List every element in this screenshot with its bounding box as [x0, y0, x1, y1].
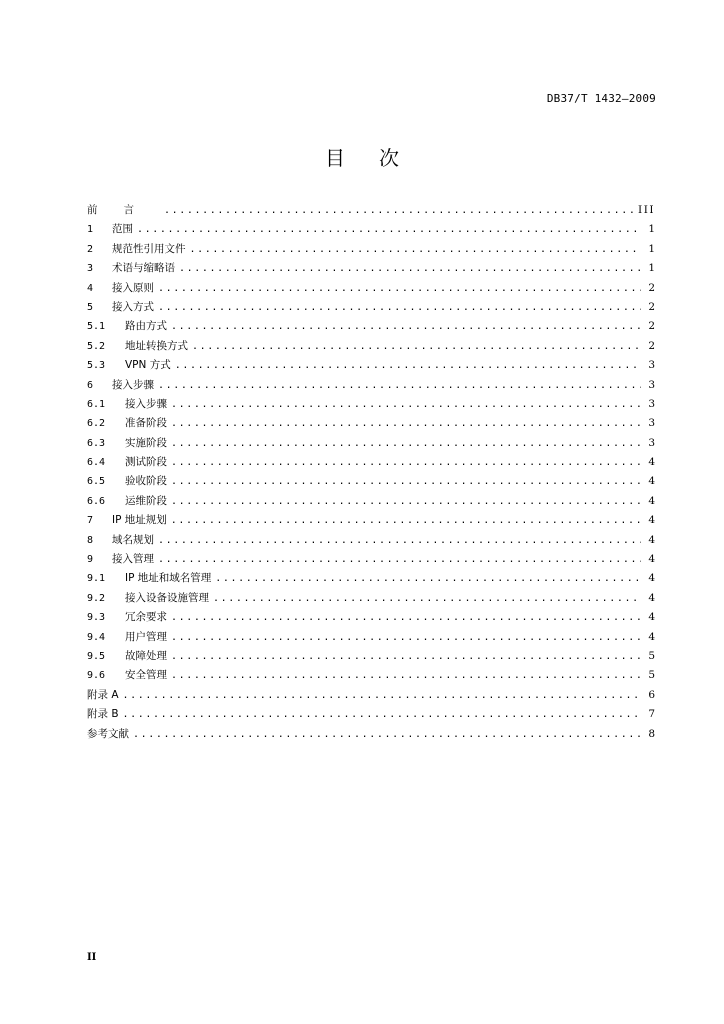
toc-leader-dots: [171, 317, 641, 336]
toc-entry-title: 运维阶段: [125, 494, 167, 507]
toc-entry-page: 3: [648, 417, 655, 430]
toc-entry-number: 5.3: [87, 360, 106, 372]
toc-entry-title: 验收阶段: [125, 475, 167, 488]
toc-entry-page: 3: [648, 397, 655, 410]
toc-entry-page: 4: [648, 533, 655, 546]
toc-leader-dots: [171, 647, 641, 666]
toc-entry-page: 2: [648, 320, 655, 333]
toc-entry-number: 6.1: [87, 398, 106, 410]
toc-leader-dots: [171, 434, 641, 453]
toc-entry-page: 3: [648, 378, 655, 391]
toc-entry-number: 4: [87, 282, 94, 294]
toc-entry[interactable]: [87, 647, 655, 666]
toc-entry-number: 5: [87, 301, 94, 313]
toc-entry[interactable]: [87, 569, 655, 588]
toc-entry[interactable]: [87, 589, 655, 608]
toc-entry-number: 5.1: [87, 321, 106, 333]
toc-entry-number: 6.5: [87, 476, 106, 488]
toc-entry-page: 4: [648, 514, 655, 527]
toc-entry-title: 术语与缩略语: [112, 262, 175, 275]
toc-entry-title: 故障处理: [125, 649, 167, 662]
toc-entry[interactable]: [87, 511, 655, 530]
toc-entry-title: 接入原则: [112, 281, 154, 294]
toc-leader-dots: [158, 279, 641, 298]
toc-entry-title: 实施阶段: [125, 436, 167, 449]
toc-entry[interactable]: [87, 725, 655, 744]
toc-entry-number: 7: [87, 515, 94, 527]
toc-entry-page: 4: [648, 630, 655, 643]
toc-entry-page: 5: [648, 669, 655, 682]
toc-entry[interactable]: [87, 376, 655, 395]
toc-entry-title: 测试阶段: [125, 456, 167, 469]
toc-entry-page: 4: [648, 572, 655, 585]
toc-entry-page: 6: [648, 688, 655, 701]
toc-entry-title: 前言: [87, 204, 160, 216]
toc-entry-number: 9.4: [87, 631, 106, 643]
toc-entry-number: 9.3: [87, 612, 106, 624]
toc-entry[interactable]: [87, 628, 655, 647]
toc-leader-dots: [171, 628, 641, 647]
toc-leader-dots: [158, 550, 641, 569]
toc-entry-page: 4: [648, 475, 655, 488]
toc-entry[interactable]: [87, 414, 655, 433]
toc-entry[interactable]: [87, 705, 655, 724]
toc-leader-dots: [215, 569, 641, 588]
toc-leader-dots: [123, 705, 641, 724]
toc-entry-title: IP 地址和域名管理: [125, 572, 212, 585]
toc-leader-dots: [171, 608, 641, 627]
toc-leader-dots: [133, 725, 641, 744]
toc-leader-dots: [190, 240, 642, 259]
toc-entry-title: 接入步骤: [112, 378, 154, 391]
toc-entry[interactable]: [87, 453, 655, 472]
toc-entry-page: 2: [648, 300, 655, 313]
toc-entry-page: 1: [648, 242, 655, 255]
toc-leader-dots: [171, 453, 641, 472]
toc-entry-number: 6.6: [87, 495, 106, 507]
toc-entry-title: 附录 B: [87, 708, 119, 721]
toc-entry-title: 域名规划: [112, 533, 154, 546]
toc-leader-dots: [175, 356, 641, 375]
toc-entry[interactable]: [87, 317, 655, 336]
standard-code: DB37/T 1432—2009: [546, 92, 656, 105]
toc-entry[interactable]: [87, 279, 655, 298]
toc-entry[interactable]: [87, 240, 655, 259]
toc-entry-page: 8: [648, 727, 655, 740]
toc-entry-number: 3: [87, 263, 94, 275]
toc-entry-page: III: [638, 204, 655, 216]
toc-entry[interactable]: [87, 395, 655, 414]
toc-entry-number: 9.1: [87, 573, 106, 585]
toc-leader-dots: [164, 201, 634, 220]
toc-entry-number: 9.5: [87, 650, 106, 662]
table-of-contents: [87, 201, 655, 744]
toc-entry-title: 接入步骤: [125, 397, 167, 410]
toc-entry-page: 5: [648, 649, 655, 662]
toc-entry-page: 4: [648, 591, 655, 604]
toc-entry[interactable]: [87, 531, 655, 550]
toc-entry[interactable]: [87, 201, 655, 220]
toc-entry[interactable]: [87, 666, 655, 685]
toc-entry-title: 附录 A: [87, 688, 119, 701]
toc-entry[interactable]: [87, 492, 655, 511]
toc-leader-dots: [171, 511, 641, 530]
toc-leader-dots: [171, 395, 641, 414]
toc-entry-number: 9.2: [87, 592, 106, 604]
toc-leader-dots: [171, 492, 641, 511]
toc-entry-title: 地址转换方式: [125, 339, 188, 352]
toc-entry-page: 3: [648, 359, 655, 372]
toc-entry-title: VPN 方式: [125, 359, 171, 372]
toc-leader-dots: [192, 337, 641, 356]
toc-entry[interactable]: [87, 434, 655, 453]
toc-leader-dots: [158, 298, 641, 317]
toc-entry[interactable]: [87, 608, 655, 627]
toc-entry[interactable]: [87, 550, 655, 569]
page-number: II: [87, 952, 97, 963]
toc-entry-page: 2: [648, 339, 655, 352]
toc-entry[interactable]: [87, 356, 655, 375]
toc-entry-page: 4: [648, 456, 655, 469]
toc-entry-title: IP 地址规划: [112, 514, 167, 527]
toc-entry-number: 6.4: [87, 457, 106, 469]
toc-entry-title: 接入管理: [112, 553, 154, 566]
toc-entry-number: 9: [87, 554, 94, 566]
toc-entry-number: 6: [87, 379, 94, 391]
toc-leader-dots: [171, 414, 641, 433]
toc-entry-page: 1: [648, 223, 655, 236]
toc-entry-page: 3: [648, 436, 655, 449]
toc-entry-page: 2: [648, 281, 655, 294]
toc-entry[interactable]: [87, 337, 655, 356]
toc-entry-title: 路由方式: [125, 320, 167, 333]
toc-leader-dots: [158, 376, 641, 395]
toc-entry[interactable]: [87, 220, 655, 239]
toc-leader-dots: [137, 220, 641, 239]
toc-entry[interactable]: [87, 472, 655, 491]
toc-entry-number: 2: [87, 243, 94, 255]
toc-entry-title: 冗余要求: [125, 611, 167, 624]
page-title: 目次: [325, 146, 433, 170]
toc-entry-number: 6.2: [87, 418, 106, 430]
toc-entry-title: 安全管理: [125, 669, 167, 682]
toc-entry-title: 准备阶段: [125, 417, 167, 430]
toc-entry-title: 参考文献: [87, 727, 129, 740]
toc-entry-number: 5.2: [87, 340, 106, 352]
toc-entry-title: 范围: [112, 223, 133, 236]
toc-entry-page: 4: [648, 611, 655, 624]
toc-leader-dots: [179, 259, 641, 278]
toc-entry-page: 4: [648, 494, 655, 507]
toc-leader-dots: [213, 589, 641, 608]
toc-entry[interactable]: [87, 686, 655, 705]
toc-entry[interactable]: [87, 298, 655, 317]
toc-leader-dots: [171, 472, 641, 491]
toc-entry-number: 8: [87, 534, 94, 546]
toc-leader-dots: [171, 666, 641, 685]
toc-entry-title: 规范性引用文件: [112, 242, 186, 255]
toc-leader-dots: [158, 531, 641, 550]
toc-entry-title: 接入设备设施管理: [125, 591, 209, 604]
toc-entry-page: 4: [648, 553, 655, 566]
toc-entry-page: 1: [648, 262, 655, 275]
toc-entry-page: 7: [648, 708, 655, 721]
toc-entry-title: 用户管理: [125, 630, 167, 643]
toc-entry-title: 接入方式: [112, 300, 154, 313]
toc-entry-number: 9.6: [87, 670, 106, 682]
toc-entry-number: 6.3: [87, 437, 106, 449]
toc-entry[interactable]: [87, 259, 655, 278]
toc-leader-dots: [123, 686, 641, 705]
toc-entry-number: 1: [87, 224, 94, 236]
